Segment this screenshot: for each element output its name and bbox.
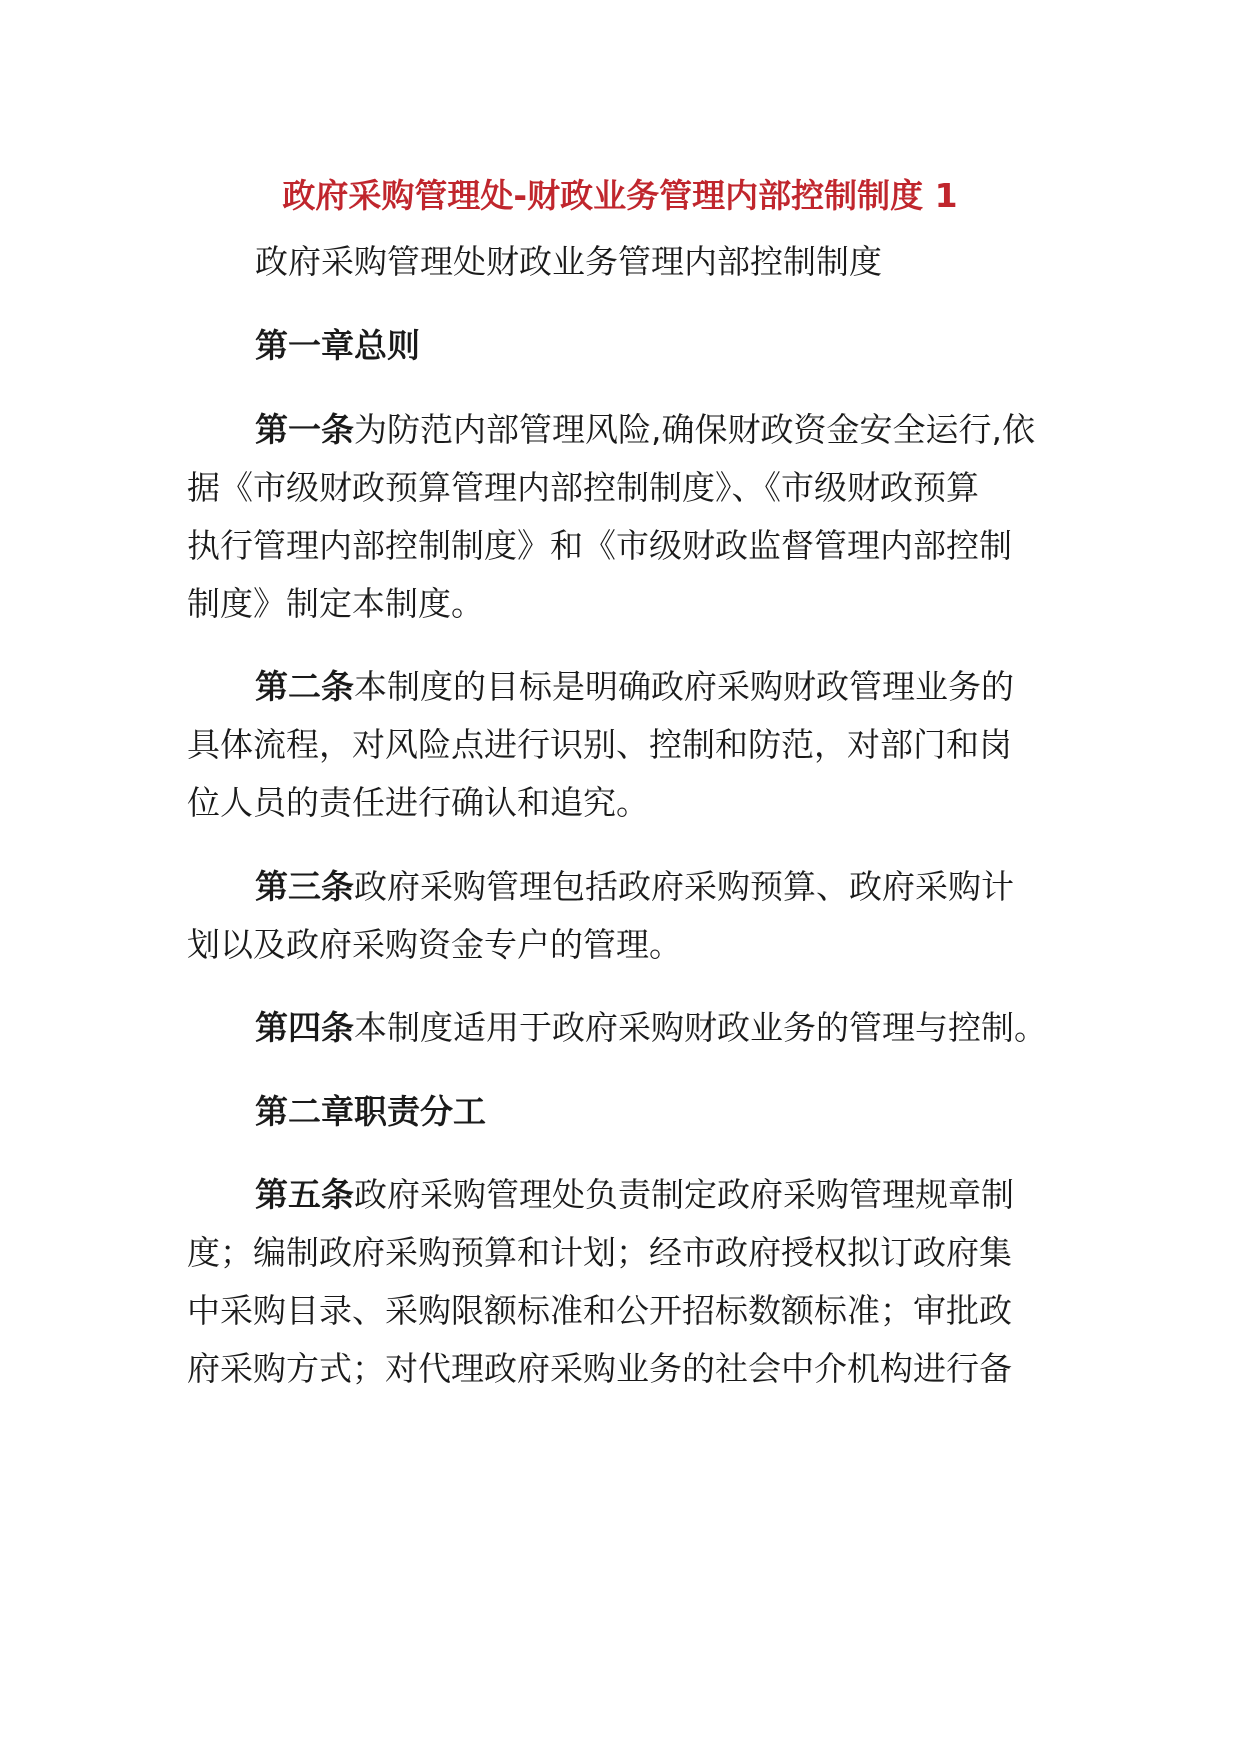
chapter-heading-1: 第一章总则 [255, 326, 420, 365]
article-1-line-1 [255, 406, 1035, 454]
article-4-label: 第四条 [255, 1008, 354, 1047]
article-4-text: 本制度适用于政府采购财政业务的管理与控制。 [354, 1008, 1047, 1047]
article-3-text: 政府采购管理包括政府采购预算、政府采购计 [354, 867, 1014, 906]
article-5-line-1 [255, 1171, 1014, 1219]
document-title: 政府采购管理处-财政业务管理内部控制制度 1 [282, 176, 958, 215]
article-1-text: 为防范内部管理风险,确保财政资金安全运行,依 [354, 410, 1035, 449]
article-1-line-2: 据《市级财政预算管理内部控制制度》、《市级财政预算 [187, 468, 979, 507]
article-1-line-4: 制度》制定本制度。 [187, 584, 484, 623]
article-5-line-3: 中采购目录、采购限额标准和公开招标数额标准；审批政 [187, 1291, 1012, 1330]
article-2-label: 第二条 [255, 667, 354, 706]
article-5-line-2: 度；编制政府采购预算和计划；经市政府授权拟订政府集 [187, 1233, 1012, 1272]
article-5-line-4: 府采购方式；对代理政府采购业务的社会中介机构进行备 [187, 1349, 1012, 1388]
article-5-text: 政府采购管理处负责制定政府采购管理规章制 [354, 1175, 1014, 1214]
article-2-text: 本制度的目标是明确政府采购财政管理业务的 [354, 667, 1014, 706]
article-2-line-1 [255, 663, 1014, 711]
article-2-line-3: 位人员的责任进行确认和追究。 [187, 783, 649, 822]
article-1-label: 第一条 [255, 410, 354, 449]
article-2-line-2: 具体流程，对风险点进行识别、控制和防范，对部门和岗 [187, 725, 1012, 764]
article-1-line-3: 执行管理内部控制制度》和《市级财政监督管理内部控制 [187, 526, 1012, 565]
article-3-line-2: 划以及政府采购资金专户的管理。 [187, 925, 682, 964]
article-3-line-1 [255, 863, 1014, 911]
article-3-label: 第三条 [255, 867, 354, 906]
document-subtitle: 政府采购管理处财政业务管理内部控制制度 [255, 242, 882, 281]
article-5-label: 第五条 [255, 1175, 354, 1214]
article-4-line-1 [255, 1004, 1047, 1052]
chapter-heading-2: 第二章职责分工 [255, 1092, 486, 1131]
